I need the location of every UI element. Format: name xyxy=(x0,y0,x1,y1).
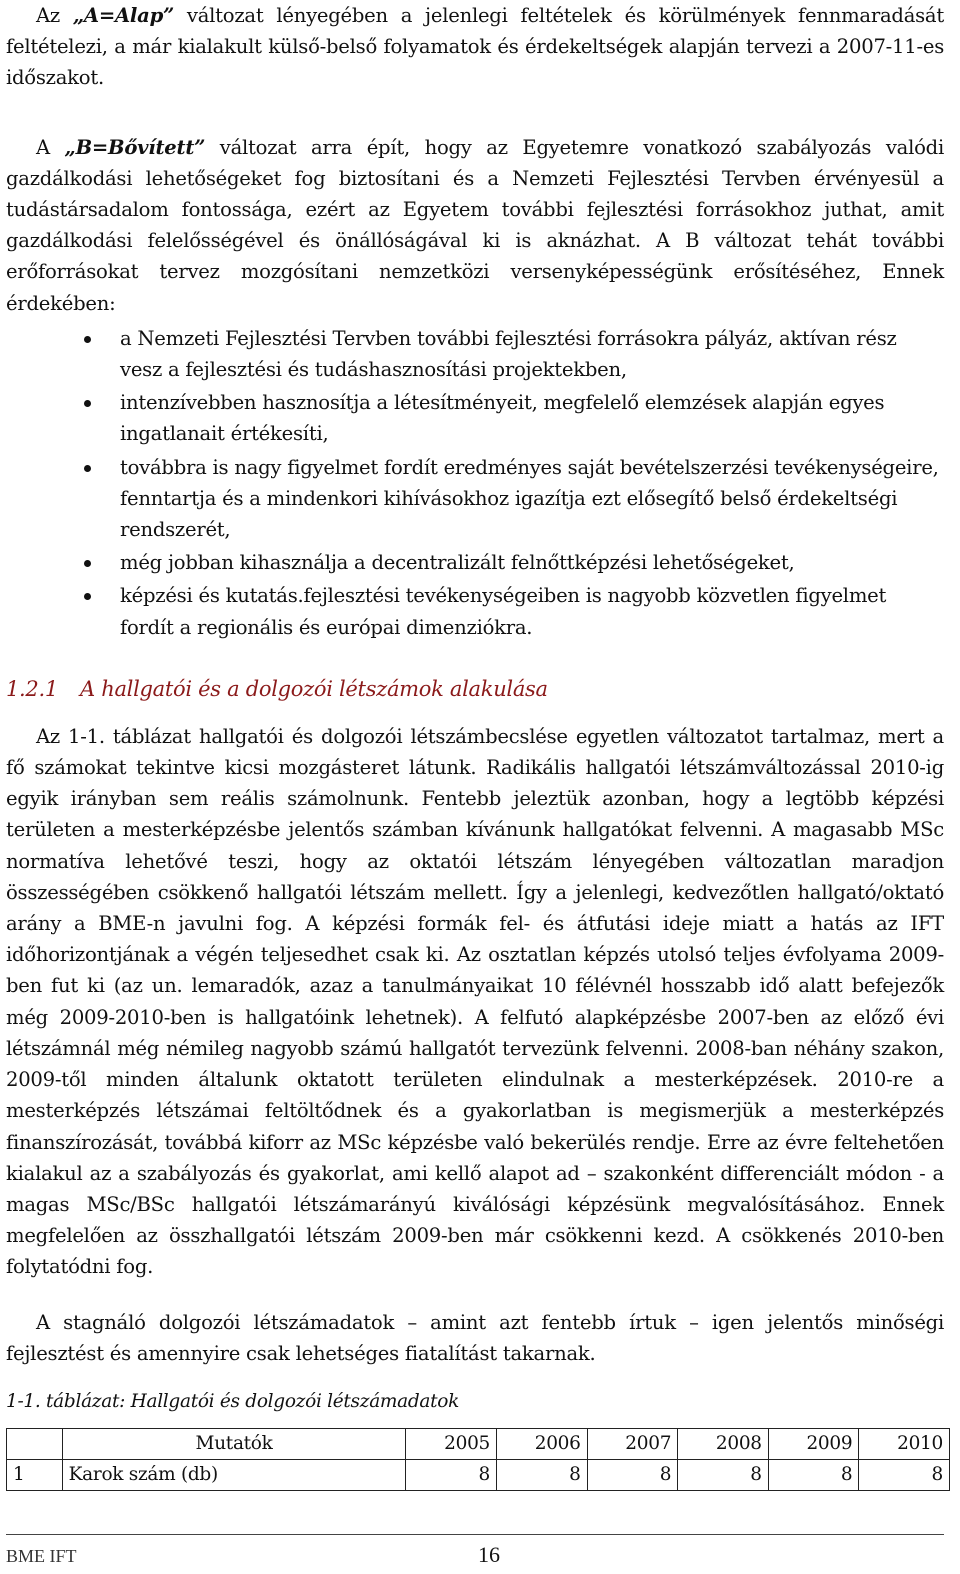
section-title: A hallgatói és a dolgozói létszámok alakulása xyxy=(80,676,548,701)
header-label-cell: Mutatók xyxy=(62,1428,406,1459)
header-year-cell: 2010 xyxy=(859,1428,950,1459)
page-number: 16 xyxy=(478,1542,500,1567)
row-value-cell: 8 xyxy=(768,1459,859,1490)
table-caption: 1-1. táblázat: Hallgatói és dolgozói létszámadatok xyxy=(6,1390,460,1412)
bullet-list xyxy=(6,323,944,643)
paragraph-variant-a: Az „A=Alap” változat lényegében a jelenlegi feltételek és körülmények fennmaradását feltételezi, a már kialakult külső-belső folyamatok és érdekeltségek alapján tervezi a 2007-11-es időszakot. xyxy=(6,4,944,90)
bullet-dot-icon xyxy=(84,465,91,472)
row-value-cell: 8 xyxy=(406,1459,497,1490)
row-value-cell: 8 xyxy=(859,1459,950,1490)
list-item: a Nemzeti Fejlesztési Tervben további fejlesztési forrásokra pályáz, aktívan rész vesz a fejlesztési és tudáshasznosítási projektekben, xyxy=(6,323,944,385)
header-year-cell: 2008 xyxy=(678,1428,769,1459)
paragraph-variant-b: A „B=Bővített” változat arra épít, hogy az Egyetemre vonatkozó szabályozás valódi gazdálkodási lehetőségeket fog biztosítani és a Nemzeti Fejlesztési Tervben érvényesül a tudástársadalom fontossága, ezért az Egyetem további fejlesztési forrásokhoz juthat, amit gazdálkodási felelősségével és önállóságával ki is aknázhat. A B változat tehát további erőforrásokat tervez mozgósítani nemzetközi versenyképességünk erősítéséhez, Ennek érdekében: xyxy=(6,135,944,315)
table-header-row xyxy=(7,1428,950,1459)
row-value-cell: 8 xyxy=(497,1459,588,1490)
row-value-cell: 8 xyxy=(587,1459,678,1490)
list-item: képzési és kutatás.fejlesztési tevékenységeiben is nagyobb közvetlen figyelmet fordít a regionális és európai dimenziókra. xyxy=(6,580,944,642)
header-year-cell: 2006 xyxy=(497,1428,588,1459)
bullet-dot-icon xyxy=(84,560,91,567)
row-label-cell: Karok szám (db) xyxy=(62,1459,406,1490)
document-page xyxy=(6,0,944,1491)
bullet-dot-icon xyxy=(84,593,91,600)
variant-a-name: „A=Alap” xyxy=(72,4,175,27)
section-number: 1.2.1 xyxy=(6,676,58,701)
bullet-dot-icon xyxy=(84,400,91,407)
footer-divider xyxy=(6,1534,944,1535)
section-heading xyxy=(6,677,944,701)
footer-label: BME IFT xyxy=(6,1546,77,1566)
list-item: még jobban kihasználja a decentralizált felnőttképzési lehetőségeket, xyxy=(6,547,944,578)
data-table xyxy=(6,1428,950,1491)
header-year-cell: 2007 xyxy=(587,1428,678,1459)
list-item: továbbra is nagy figyelmet fordít eredményes saját bevételszerzési tevékenységeire, fenntartja és a mindenkori kihívásokhoz igazítja ezt elősegítő belső érdekeltségi rendszerét, xyxy=(6,452,944,546)
variant-b-name: „B=Bővített” xyxy=(64,135,206,159)
paragraph-headcount: Az 1-1. táblázat hallgatói és dolgozói létszámbecslése egyetlen változatot tartalmaz, mert a fő számokat tekintve kicsi mozgásteret látunk. Radikális hallgatói létszámváltozással 2010-ig egyik irányban sem reális számolnunk. Fentebb jeleztük azonban, hogy a legtöbb képzési területen a mesterképzésbe jelentős számban kívánunk hallgatókat felvenni. A magasabb MSc normatíva lehetővé teszi, hogy az oktatói létszám lényegében változatlan maradjon összességében csökkenő hallgatói létszám mellett. Így a jelenlegi, kedvezőtlen hallgató/oktató arány a BME-n javulni fog. A képzési formák fel- és átfutási ideje miatt a hatás az IFT időhorizontjának a végén teljesedhet csak ki. Az osztatlan képzés utolsó teljes évfolyama 2009-ben fut ki (az un. lemaradók, azaz a tanulmányaikat 10 félévnél hosszabb idő alatt befejezők még 2009-2010-ben is hallgatóink lehetnek). A felfutó alapképzésbe 2007-ben az előző évi létszámnál még némileg nagyobb számú hallgatót tervezünk felvenni. 2008-ban néhány szakon, 2009-től minden általunk oktatott területen elindulnak a mesterképzések. 2010-re a mesterképzés létszámai feltöltődnek és a gyakorlatban is megismerjük a mesterképzés finanszírozását, továbbá kiforr az MSc képzésbe való bekerülés rendje. Erre az évre feltehetően kialakul az a szabályozás és gyakorlat, ami kellő alapot ad – szakonként differenciált módon - a magas MSc/BSc hallgatói létszámarányú kiválósági képzésünk megvalósításához. Ennek megfelelően az összhallgatói létszám 2009-ben már csökkenni kezd. A csökkenés 2010-ben folytatódni fog. xyxy=(6,724,944,1279)
list-item: intenzívebben hasznosítja a létesítményeit, megfelelő elemzések alapján egyes ingatlanait értékesíti, xyxy=(6,387,944,449)
header-year-cell: 2009 xyxy=(768,1428,859,1459)
header-year-cell: 2005 xyxy=(406,1428,497,1459)
paragraph-staff: A stagnáló dolgozói létszámadatok – amint azt fentebb írtuk – igen jelentős minőségi fejlesztést és amennyire csak lehetséges fiatalítást takarnak. xyxy=(6,1310,944,1365)
row-index-cell: 1 xyxy=(7,1459,63,1490)
row-value-cell: 8 xyxy=(678,1459,769,1490)
bullet-dot-icon xyxy=(84,336,91,343)
header-index-cell xyxy=(7,1428,63,1459)
table-row xyxy=(7,1459,950,1490)
